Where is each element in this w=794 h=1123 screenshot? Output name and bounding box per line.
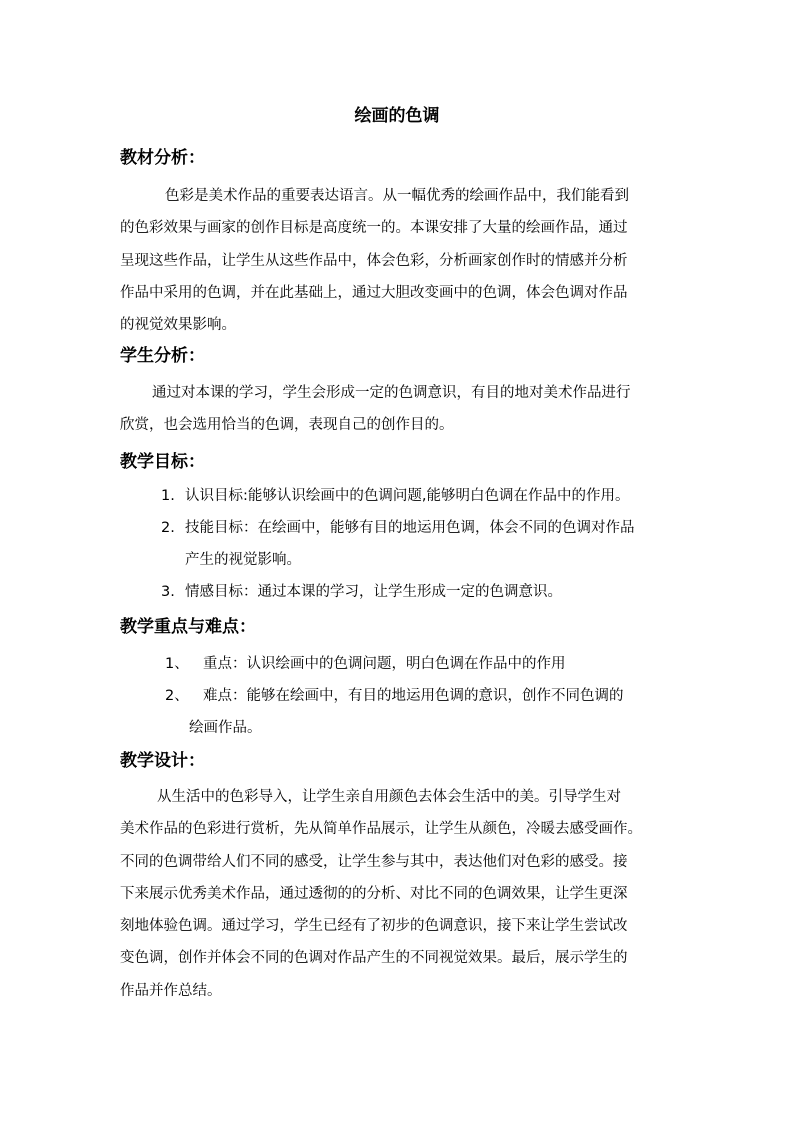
list-text: 情感目标：通过本课的学习，让学生形成一定的色调意识。 [185, 584, 562, 600]
paragraph-line: 不同的色调带给人们不同的感受，让学生参与其中，表达他们对色彩的感受。接 [120, 853, 628, 870]
section-heading-keypoints: 教学重点与难点： [120, 617, 256, 637]
list-item [165, 648, 566, 680]
list-number: 3. [161, 584, 175, 600]
list-item [165, 680, 624, 712]
section-heading-students: 学生分析： [120, 346, 205, 366]
paragraph-line: 作品并作总结。 [120, 982, 222, 999]
section-heading-design: 教学设计： [120, 751, 205, 771]
list-item [161, 576, 562, 608]
paragraph-line: 变色调，创作并体会不同的色调对作品产生的不同视觉效果。最后，展示学生的 [120, 950, 628, 967]
list-text: 难点：能够在绘画中，有目的地运用色调的意识，创作不同色调的 [203, 688, 624, 704]
section-heading-goals: 教学目标： [120, 452, 205, 472]
paragraph-line: 通过对本课的学习，学生会形成一定的色调意识，有目的地对美术作品进行 [152, 385, 631, 401]
list-text: 认识目标:能够认识绘画中的色调问题,能够明白色调在作品中的作用。 [185, 488, 630, 504]
list-text: 技能目标：在绘画中，能够有目的地运用色调，体会不同的色调对作品 [185, 520, 635, 536]
list-number: 1. [161, 488, 175, 504]
paragraph-line: 欣赏，也会选用恰当的色调，表现自己的创作目的。 [120, 417, 454, 434]
list-item-continuation: 产生的视觉影响。 [185, 552, 301, 568]
list-text: 重点：认识绘画中的色调问题，明白色调在作品中的作用 [203, 656, 566, 672]
paragraph-line: 从生活中的色彩导入，让学生亲自用颜色去体会生活中的美。引导学生对 [157, 789, 621, 805]
list-item [161, 512, 635, 544]
paragraph-line: 呈现这些作品，让学生从这些作品中，体会色彩，分析画家创作时的情感并分析 [120, 252, 628, 269]
page-title: 绘画的色调 [354, 106, 440, 126]
paragraph-line: 的视觉效果影响。 [120, 317, 236, 334]
section-heading-material: 教材分析： [120, 148, 205, 168]
list-number: 2、 [165, 688, 189, 704]
paragraph-line: 的色彩效果与画家的创作目标是高度统一的。本课安排了大量的绘画作品，通过 [120, 220, 628, 237]
list-number: 1、 [165, 656, 189, 672]
list-item [161, 480, 630, 512]
material-paragraph [120, 180, 676, 341]
students-paragraph [120, 377, 676, 442]
list-number: 2. [161, 520, 175, 536]
list-item-continuation: 绘画作品。 [189, 720, 262, 736]
paragraph-line: 下来展示优秀美术作品，通过透彻的的分析、对比不同的色调效果，让学生更深 [120, 885, 628, 902]
paragraph-line: 美术作品的色彩进行赏析，先从简单作品展示，让学生从颜色，冷暖去感受画作。 [120, 821, 642, 838]
design-paragraph [120, 781, 676, 1007]
paragraph-line: 刻地体验色调。通过学习，学生已经有了初步的色调意识，接下来让学生尝试改 [120, 918, 628, 935]
paragraph-line: 作品中采用的色调，并在此基础上，通过大胆改变画中的色调，体会色调对作品 [120, 284, 628, 301]
paragraph-line: 色彩是美术作品的重要表达语言。从一幅优秀的绘画作品中，我们能看到 [165, 188, 629, 204]
